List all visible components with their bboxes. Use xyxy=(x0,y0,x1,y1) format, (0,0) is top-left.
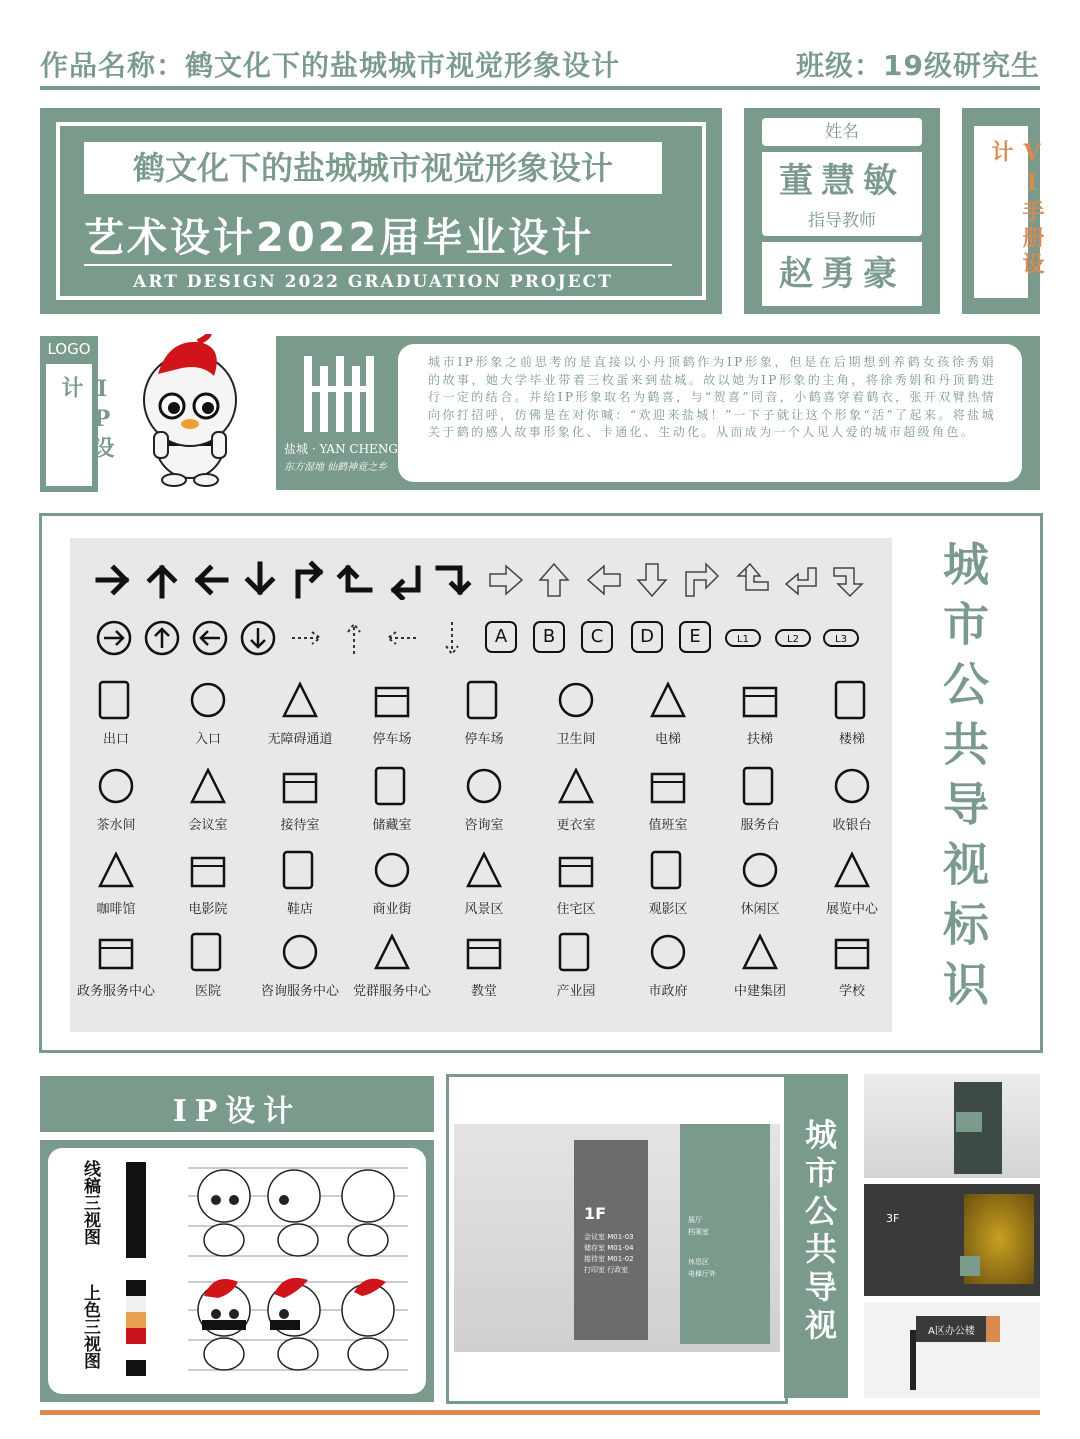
sign-icon-row6-6 xyxy=(622,930,714,999)
sign-icon-label: 学校 xyxy=(838,984,865,999)
sign-icon-label: 鞋店 xyxy=(286,902,313,917)
sign-icon-label: 医院 xyxy=(194,984,221,999)
work-title: 作品名称：鹤文化下的盐城城市视觉形象设计 xyxy=(40,49,621,82)
pictogram-icon xyxy=(462,930,506,974)
pictogram-icon xyxy=(370,848,414,892)
banner-subtitle-cn: 艺术设计2022届毕业设计 xyxy=(84,215,595,261)
line-label: 线稿三视图 xyxy=(80,1160,100,1245)
pictogram-icon xyxy=(554,930,598,974)
sign-icon-row6-8 xyxy=(806,930,898,999)
vi-tag-text: VI手册设计 xyxy=(988,140,1045,278)
sign-icon-label: 观影区 xyxy=(648,902,688,917)
sign-icon-row3-4 xyxy=(438,678,530,747)
sign-icon-row5-5 xyxy=(530,848,622,917)
sign-icon-label: 停车场 xyxy=(372,732,412,747)
letter-a: A xyxy=(494,626,508,647)
sign-icon-label: 电梯 xyxy=(654,732,681,747)
sign-icon-row3-6 xyxy=(622,678,714,747)
photo2-floor: 3F xyxy=(886,1212,900,1225)
sign-icon-label: 风景区 xyxy=(464,902,504,917)
teacher-value: 赵勇豪 xyxy=(762,242,922,306)
sign-icon-row4-2 xyxy=(254,764,346,833)
wayfinding-photo-1 xyxy=(864,1074,1040,1178)
pictogram-icon xyxy=(370,930,414,974)
swatch-black-2 xyxy=(126,1360,146,1376)
logo-panel xyxy=(276,336,1040,490)
pictogram-icon xyxy=(186,764,230,808)
sign-icon-row5-4 xyxy=(438,848,530,917)
swatch-white xyxy=(126,1296,146,1312)
pictogram-icon xyxy=(554,764,598,808)
sign-icon-row5-0 xyxy=(70,848,162,917)
sign-icon-row6-1 xyxy=(162,930,254,999)
sign-icon-row3-3 xyxy=(346,678,438,747)
level-l1: L1 xyxy=(737,634,749,645)
sign-icon-label: 无障碍通道 xyxy=(267,732,333,747)
sign-icon-label: 商业街 xyxy=(372,902,412,917)
name-label: 姓名 xyxy=(762,118,922,146)
swatch-red xyxy=(126,1328,146,1344)
pictogram-icon xyxy=(646,678,690,722)
sign-icon-row4-7 xyxy=(714,764,806,833)
sign-icon-row4-3 xyxy=(346,764,438,833)
swatch-black xyxy=(126,1280,146,1296)
city-mark-line2: 东方湿地 仙鹤神竟之乡 xyxy=(284,462,388,473)
line-swatch xyxy=(126,1162,146,1258)
color-swatches xyxy=(126,1280,146,1376)
pictogram-icon xyxy=(830,930,874,974)
sign-floor: 1F xyxy=(584,1204,607,1223)
pictogram-icon xyxy=(278,678,322,722)
pictogram-icon xyxy=(462,678,506,722)
pictogram-icon xyxy=(278,930,322,974)
sign-icon-row6-2 xyxy=(254,930,346,999)
bottom-rule xyxy=(40,1410,1040,1415)
panel-line-1: 展厅 xyxy=(688,1216,702,1224)
sign-icon-row4-6 xyxy=(622,764,714,833)
city-mark-line1: 盐城 · YAN CHENG xyxy=(284,442,398,456)
pictogram-icon xyxy=(830,848,874,892)
sign-icon-label: 休闲区 xyxy=(740,902,780,917)
sign-icon-row5-6 xyxy=(622,848,714,917)
arrow-row xyxy=(92,560,872,600)
sign-line-1: 会议室 M01-03 xyxy=(584,1233,634,1241)
sign-icon-label: 停车场 xyxy=(464,732,504,747)
sign-icon-label: 收银台 xyxy=(832,818,872,833)
pictogram-icon xyxy=(94,930,138,974)
pictogram-icon xyxy=(186,848,230,892)
sign-icon-row4-1 xyxy=(162,764,254,833)
sign-icon-label: 住宅区 xyxy=(556,902,596,917)
pictogram-icon xyxy=(646,930,690,974)
pictogram-icon xyxy=(462,848,506,892)
sign-icon-row3-1 xyxy=(162,678,254,747)
sign-icon-label: 市政府 xyxy=(648,984,688,999)
sign-icon-row5-1 xyxy=(162,848,254,917)
wayfinding-side xyxy=(784,1074,848,1398)
photo3-sign: A区办公楼 xyxy=(928,1326,975,1337)
sign-icon-label: 楼梯 xyxy=(838,732,865,747)
sign-icon-row6-7 xyxy=(714,930,806,999)
sign-panel xyxy=(680,1124,770,1344)
pictogram-icon xyxy=(738,848,782,892)
sign-icon-label: 入口 xyxy=(194,732,221,747)
letter-e: E xyxy=(689,626,701,647)
signage-grid xyxy=(70,538,892,1032)
sign-icon-row5-7 xyxy=(714,848,806,917)
banner-rule xyxy=(84,264,672,266)
sign-icon-label: 党群服务中心 xyxy=(352,984,431,999)
sign-icon-row6-5 xyxy=(530,930,622,999)
ip-tag-text: IP设计 xyxy=(58,376,115,462)
letter-c: C xyxy=(590,626,604,647)
banner-title-cn: 鹤文化下的盐城城市视觉形象设计 xyxy=(84,142,662,194)
sign-icon-label: 值班室 xyxy=(648,818,688,833)
ip-design-header xyxy=(40,1076,434,1132)
three-views xyxy=(188,1160,408,1380)
sign-icon-label: 储藏室 xyxy=(372,818,412,833)
sign-icon-row4-4 xyxy=(438,764,530,833)
level-l3: L3 xyxy=(835,634,847,645)
pictogram-icon xyxy=(738,930,782,974)
sign-icon-label: 会议室 xyxy=(188,818,228,833)
pictogram-icon xyxy=(94,848,138,892)
pictogram-icon xyxy=(646,848,690,892)
sign-icon-label: 咨询室 xyxy=(464,818,504,833)
sign-icon-row3-5 xyxy=(530,678,622,747)
sign-icon-row4-0 xyxy=(70,764,162,833)
banner-frame xyxy=(56,122,706,300)
wayfinding-photo-2 xyxy=(864,1184,1040,1296)
ip-description: 城市IP形象之前思考的是直接以小丹顶鹤作为IP形象，但是在后期想到养鹤女孩徐秀娟的故事，她大学毕业带着三枚蛋来到盐城。故以她为IP形象的主角，将徐秀娟和丹顶鹤进行一定的结合。并给IP形象取名为鹤喜，与“贺喜”同音，小鹤喜穿着鹤衣，张开双臂热情向你打招呼，仿佛是在对你喊：“欢迎来盐城！”一下子就让这个形象“活”了起来。将盐城关于鹤的感人故事形象化、卡通化、生动化。从而成为一个人见人爱的城市超级角色。 xyxy=(428,355,996,439)
swatch-white-2 xyxy=(126,1344,146,1360)
sign-icon-row5-3 xyxy=(346,848,438,917)
pictogram-icon xyxy=(94,678,138,722)
logo-tag xyxy=(40,336,115,492)
credits-panel xyxy=(744,108,940,314)
sign-icon-row4-5 xyxy=(530,764,622,833)
pictogram-icon xyxy=(186,930,230,974)
color-label: 上色三视图 xyxy=(80,1284,100,1369)
pictogram-icon xyxy=(278,848,322,892)
ip-design-title: IP设计 xyxy=(172,1094,302,1129)
banner xyxy=(40,108,722,314)
sign-icon-label: 教堂 xyxy=(470,984,497,999)
pictogram-icon xyxy=(370,764,414,808)
sign-icon-label: 中建集团 xyxy=(733,984,786,999)
mascot-illustration xyxy=(128,334,252,490)
sign-icon-row6-4 xyxy=(438,930,530,999)
pictogram-icon xyxy=(278,764,322,808)
wayfinding-side-title: 城市公共导视 xyxy=(800,1118,838,1346)
panel-line-2: 档案室 xyxy=(688,1228,709,1236)
sign-icon-label: 展览中心 xyxy=(825,902,878,917)
sign-icon-label: 电影院 xyxy=(188,902,228,917)
logo-label: LOGO xyxy=(47,340,91,358)
banner-subtitle-en: ART DESIGN 2022 GRADUATION PROJECT xyxy=(133,272,613,292)
teacher-label: 指导教师 xyxy=(762,206,922,236)
letter-d: D xyxy=(640,626,654,647)
signage-side-title: 城市公共导视标识 xyxy=(936,540,990,1020)
vi-tag xyxy=(962,108,1045,314)
pictogram-icon xyxy=(370,678,414,722)
sign-icon-row3-2 xyxy=(254,678,346,747)
sign-icon-row6-3 xyxy=(346,930,438,999)
pictogram-icon xyxy=(94,764,138,808)
sign-icon-label: 接待室 xyxy=(280,818,320,833)
name-value: 董慧敏 xyxy=(762,152,922,210)
panel-line-4: 电梯厅外 xyxy=(688,1270,716,1278)
wayfinding-photo-main xyxy=(454,1124,780,1352)
sign-icon-row3-7 xyxy=(714,678,806,747)
sign-icon-row4-8 xyxy=(806,764,898,833)
pictogram-icon xyxy=(738,764,782,808)
sign-icon-label: 卫生间 xyxy=(556,732,596,747)
pictogram-icon xyxy=(462,764,506,808)
sign-icon-label: 出口 xyxy=(102,732,129,747)
ip-design-panel xyxy=(40,1140,434,1402)
sign-icon-label: 茶水间 xyxy=(96,818,136,833)
pictogram-icon xyxy=(646,764,690,808)
pictogram-icon xyxy=(830,764,874,808)
pictogram-icon xyxy=(186,678,230,722)
swatch-orange xyxy=(126,1312,146,1328)
sign-icon-label: 扶梯 xyxy=(746,732,773,747)
sign-icon-label: 政务服务中心 xyxy=(76,984,155,999)
sign-icon-row5-2 xyxy=(254,848,346,917)
wayfinding-photo-3 xyxy=(864,1302,1040,1398)
level-l2: L2 xyxy=(787,634,799,645)
pictogram-icon xyxy=(830,678,874,722)
pictogram-icon xyxy=(554,848,598,892)
sign-icon-label: 更衣室 xyxy=(556,818,596,833)
sign-icon-row6-0 xyxy=(70,930,162,999)
sign-line-4: 打印室 行政室 xyxy=(584,1266,629,1274)
sign-icon-row3-8 xyxy=(806,678,898,747)
city-logo-icon xyxy=(302,356,374,432)
panel-line-3: 休息区 xyxy=(688,1258,709,1266)
sign-totem xyxy=(574,1140,648,1340)
pictogram-icon xyxy=(554,678,598,722)
class-label: 班级：19级研究生 xyxy=(796,49,1040,82)
sign-line-2: 储存室 M01-04 xyxy=(584,1244,634,1252)
sign-line-3: 接待室 M01-02 xyxy=(584,1255,634,1263)
sign-icon-label: 咨询服务中心 xyxy=(260,984,339,999)
sign-icon-row3-0 xyxy=(70,678,162,747)
header-rule xyxy=(40,86,1040,90)
sign-icon-label: 服务台 xyxy=(740,818,780,833)
pictogram-icon xyxy=(738,678,782,722)
sign-icon-label: 产业园 xyxy=(556,984,596,999)
sign-icon-label: 咖啡馆 xyxy=(96,902,136,917)
letter-b: B xyxy=(542,626,556,647)
sign-icon-row5-8 xyxy=(806,848,898,917)
